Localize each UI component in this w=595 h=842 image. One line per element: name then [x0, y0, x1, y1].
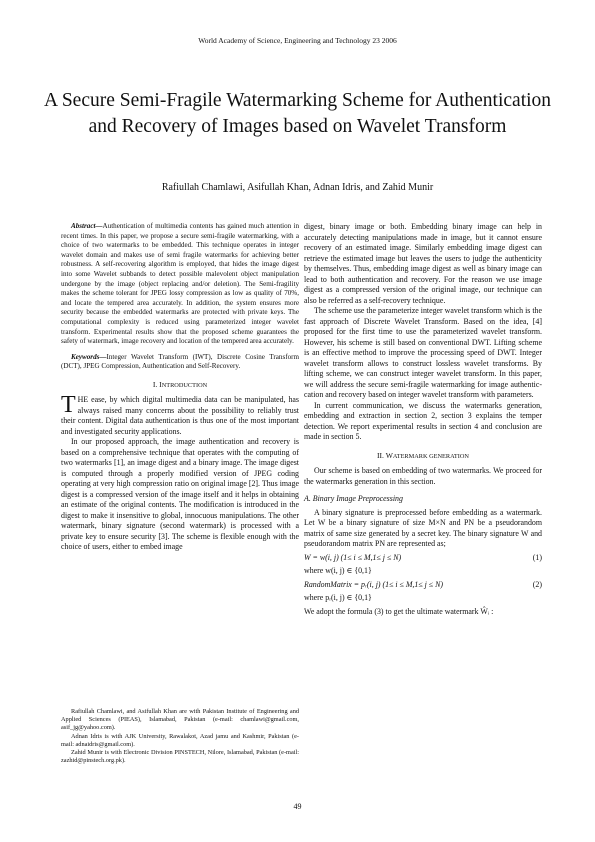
equation-2-number: (2) — [532, 579, 542, 589]
running-header: World Academy of Science, Engineering and Technology 23 2006 — [198, 36, 397, 45]
abstract — [61, 222, 299, 347]
section-heading-introduction — [61, 380, 299, 392]
right-paragraph-2: The scheme use the parameterize integer wavelet transform which is the fast approach of Discrete Wavelet Transform. Based on the idea, [4] proposed for the first time to use the parameterized wavelet transform. However, his scheme is still based on conventional DWT. Lifting scheme is an effective method to improve the processing speed of DWT. Integer wavelet transform allows to construct lossless wavelet transforms. By lifting scheme, we can construct integer wavelet transform. In this paper, we will address the secure semi-fragile watermarking for image authentic-cation and recovery based on integer wavelet transform with parameters. — [304, 306, 542, 399]
section-number: I. I — [152, 379, 162, 389]
abstract-label: Abstract— — [71, 222, 103, 230]
section-2-paragraph: Our scheme is based on embedding of two watermarks. We proceed for the watermarks generation in this section. — [304, 466, 542, 486]
equation-1 — [304, 553, 542, 564]
right-paragraph-3: In current communication, we discuss the watermarks generation, embedding and extraction in section 2, section 3 explains the temper detection. We report experimental results in section 4 and conclusion are made in section 5. — [304, 400, 542, 441]
footnote-3: Zahid Munir is with Electronic Division PINSTECH, Nilore, Islamabad, Pakistan (e-mail: zazhid@pinstech.org.pk). — [61, 749, 299, 765]
abstract-text: Authentication of multimedia contents has gained much attention in recent times. In this paper, we propose a secure semi-fragile watermarking, with a choice of two watermarks to be embedded. This technique operates in integer wavelet domain and makes use of semi fragile watermarks for achieving better robustness. A self-recovering algorithm is employed, that hides the image digest into some Wavelet subbands to detect possible malevolent object manipulation undergone by the image (object replacing and/or deletion). The Semi-fragility makes the scheme tolerant for JPEG lossy compression as low as quality of 70%, and locate the tempered area accurately. In addition, the system ensures more security because the embedded watermarks are protected with private keys. The computational complexity is reduced using parameterized integer wavelet transform. Experimental results show that the proposed scheme guarantees the safety of watermark, image recovery and location of the tempered area accurately. — [61, 222, 299, 346]
keywords — [61, 353, 299, 372]
section-title: ATERMARK GENERATION — [392, 452, 469, 460]
left-column — [61, 222, 299, 553]
equation-1-body: W = w(i, j) (1≤ i ≤ M,1≤ j ≤ N) — [304, 552, 402, 562]
author-list: Rafiullah Chamlawi, Asifullah Khan, Adnan Idris, and Zahid Munir — [161, 182, 434, 193]
equation-2 — [304, 580, 542, 591]
where-clause-2: where pᵣ(i, j) ∈ {0,1} — [304, 593, 372, 602]
keywords-text: Integer Wavelet Transform (IWT), Discrete Cosine Transform (DCT), JPEG Compression, Authentication and Self-Recovery. — [61, 352, 299, 371]
footnote-2: Adnan Idris is with AJK University, Rawalakot, Azad jamu and Kashmir, Pakistan (e-mail: adnaidris@gmail.com). — [61, 732, 299, 748]
section-heading-watermark-generation — [304, 451, 542, 463]
intro-paragraph-1 — [61, 392, 299, 437]
section-title: NTRODUCTION — [161, 381, 208, 389]
right-paragraph-1: digest, binary image or both. Embedding binary image can help in accurately detecting manipulations made in image, but it cannot ensure recovery of an estimated image. Similarly embedding image digest can retrieve the estimated image but leaves the users to judge the authenticity by themselves. Thus, embedding image digest as well as binary image can lead to both authentication and recovery. For the reason we use image digest as a compressed version of the original image, our technique can also be referred as a self-recovery technique. — [304, 222, 542, 305]
subsection-paragraph: A binary signature is preprocessed before embedding as a watermark. Let W be a binary signature of size M×N and PN be a pseudorandom matrix of same size generated by a secret key. The binary signature W and pseudorandom matrix PN are represented as; — [304, 507, 542, 548]
subsection-heading: A. Binary Image Preprocessing — [304, 494, 403, 503]
right-column — [304, 222, 542, 617]
equation-1-number: (1) — [532, 552, 542, 562]
section-number: II. W — [377, 450, 393, 460]
keywords-label: Keywords— — [71, 352, 107, 361]
closing-line: We adopt the formula (3) to get the ultimate watermark Ŵᵢ : — [304, 606, 494, 616]
where-clause-1: where w(i, j) ∈ {0,1} — [304, 566, 372, 575]
intro-paragraph-1-text: HE ease, by which digital multimedia data can be manipulated, has always raised many concerns about the possibility to reliably trust their content. Digital data authentication is thus one of the most important and investigated security applications. — [61, 395, 299, 436]
equation-2-body: RandomMatrix = pᵣ(i, j) (1≤ i ≤ M,1≤ j ≤ N) — [304, 579, 443, 589]
intro-paragraph-2: In our proposed approach, the image authentication and recovery is based on a comprehensive technique that operates with the computing of two watermarks [1], an image digest and a binary image. The image digest is computed through a properly modified version of JPEG coding operating at very high compression ratio on original image [2]. Thus image digest is a compressed version of the image itself and it helps in obtaining an estimate of the original contents. The modification is introduced in the digest to make it insensitive to global, innocuous manipulations. The other watermark, binary signature (second watermark) is processed with a private key to ensure security [3]. The scheme is flexible enough with the choice of users, either to embed image — [61, 437, 299, 552]
footnotes — [61, 708, 299, 765]
drop-cap: T — [61, 392, 76, 419]
footnote-1: Rafiullah Chamlawi, and Asifullah Khan are with Pakistan Institute of Engineering and Applied Sciences (PIEAS), Islamabad, Pakistan (e-mail: chamlawi@gmail.com, asif_jg@yahoo.com). — [61, 708, 299, 732]
page-number: 49 — [293, 802, 302, 811]
paper-title: A Secure Semi-Fragile Watermarking Scheme for Authentication and Recovery of Images based on Wavelet Transform — [43, 90, 552, 137]
